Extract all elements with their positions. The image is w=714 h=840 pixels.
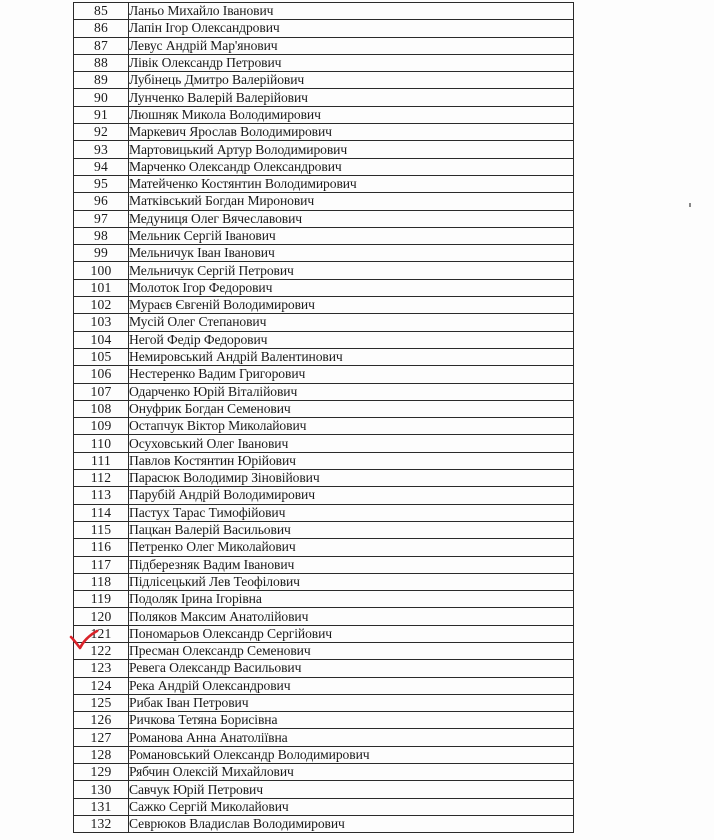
table-row [74, 712, 574, 729]
person-name: Підберезняк Вадим Іванович [129, 556, 574, 573]
row-number: 87 [74, 37, 129, 54]
table-row [74, 418, 574, 435]
row-number: 102 [74, 297, 129, 314]
table-row [74, 452, 574, 469]
table-row [74, 487, 574, 504]
table-row [74, 314, 574, 331]
row-number: 103 [74, 314, 129, 331]
person-name: Ричкова Тетяна Борисівна [129, 712, 574, 729]
table-row [74, 141, 574, 158]
table-row [74, 175, 574, 192]
person-name: Левус Андрій Мар'янович [129, 37, 574, 54]
row-number: 88 [74, 54, 129, 71]
table-row [74, 331, 574, 348]
row-number: 108 [74, 400, 129, 417]
row-number: 131 [74, 798, 129, 815]
table-row [74, 694, 574, 711]
person-name: Романовський Олександр Володимирович [129, 746, 574, 763]
row-number: 115 [74, 521, 129, 538]
row-number: 85 [74, 3, 129, 20]
table-row [74, 746, 574, 763]
row-number: 119 [74, 591, 129, 608]
row-number: 128 [74, 746, 129, 763]
table-row [74, 297, 574, 314]
table-row [74, 245, 574, 262]
row-number: 107 [74, 383, 129, 400]
person-name: Пресман Олександр Семенович [129, 642, 574, 659]
row-number: 105 [74, 348, 129, 365]
table-row [74, 521, 574, 538]
table-row [74, 504, 574, 521]
row-number: 117 [74, 556, 129, 573]
person-name: Ланьо Михайло Іванович [129, 3, 574, 20]
person-name: Парасюк Володимир Зіновійович [129, 470, 574, 487]
table-row [74, 262, 574, 279]
person-name: Матківський Богдан Миронович [129, 193, 574, 210]
person-name: Немировський Андрій Валентинович [129, 348, 574, 365]
row-number: 122 [74, 642, 129, 659]
row-number: 91 [74, 106, 129, 123]
person-name: Романова Анна Анатоліївна [129, 729, 574, 746]
table-row [74, 781, 574, 798]
person-name: Одарченко Юрій Віталійович [129, 383, 574, 400]
person-name: Рибак Іван Петрович [129, 694, 574, 711]
row-number: 112 [74, 470, 129, 487]
table-row [74, 37, 574, 54]
table-row [74, 400, 574, 417]
table-body [74, 3, 574, 833]
person-name: Лубінець Дмитро Валерійович [129, 72, 574, 89]
person-name: Лапін Ігор Олександрович [129, 20, 574, 37]
row-number: 129 [74, 764, 129, 781]
person-name: Остапчук Віктор Миколайович [129, 418, 574, 435]
person-name: Мельничук Іван Іванович [129, 245, 574, 262]
person-name: Поляков Максим Анатолійович [129, 608, 574, 625]
person-name: Мусій Олег Степанович [129, 314, 574, 331]
row-number: 110 [74, 435, 129, 452]
row-number: 116 [74, 539, 129, 556]
person-name: Марченко Олександр Олександрович [129, 158, 574, 175]
person-name: Онуфрик Богдан Семенович [129, 400, 574, 417]
person-name: Лівік Олександр Петрович [129, 54, 574, 71]
table-row [74, 124, 574, 141]
table-row [74, 3, 574, 20]
row-number: 90 [74, 89, 129, 106]
table-row [74, 366, 574, 383]
row-number: 99 [74, 245, 129, 262]
person-name: Лунченко Валерій Валерійович [129, 89, 574, 106]
table-row [74, 573, 574, 590]
person-name: Люшняк Микола Володимирович [129, 106, 574, 123]
row-number: 111 [74, 452, 129, 469]
row-number: 98 [74, 227, 129, 244]
person-name: Мартовицький Артур Володимирович [129, 141, 574, 158]
table-row [74, 556, 574, 573]
table-row [74, 798, 574, 815]
row-number: 120 [74, 608, 129, 625]
person-name: Павлов Костянтин Юрійович [129, 452, 574, 469]
person-name: Мельник Сергій Іванович [129, 227, 574, 244]
table-row [74, 72, 574, 89]
table-row [74, 642, 574, 659]
table-row [74, 210, 574, 227]
person-name: Молоток Ігор Федорович [129, 279, 574, 296]
person-name: Ревега Олександр Васильович [129, 660, 574, 677]
person-name: Підлісецький Лев Теофілович [129, 573, 574, 590]
row-number: 96 [74, 193, 129, 210]
person-name: Матейченко Костянтин Володимирович [129, 175, 574, 192]
table-row [74, 591, 574, 608]
table-row [74, 193, 574, 210]
person-name: Река Андрій Олександрович [129, 677, 574, 694]
person-name: Мураєв Євгеній Володимирович [129, 297, 574, 314]
scan-speck [689, 203, 691, 207]
row-number: 93 [74, 141, 129, 158]
table-row [74, 608, 574, 625]
row-number: 130 [74, 781, 129, 798]
row-number: 106 [74, 366, 129, 383]
person-name: Осуховський Олег Іванович [129, 435, 574, 452]
person-name: Пацкан Валерій Васильович [129, 521, 574, 538]
person-name: Сажко Сергій Миколайович [129, 798, 574, 815]
person-name: Рябчин Олексій Михайлович [129, 764, 574, 781]
row-number: 124 [74, 677, 129, 694]
person-name: Мельничук Сергій Петрович [129, 262, 574, 279]
person-name: Маркевич Ярослав Володимирович [129, 124, 574, 141]
person-name: Севрюков Владислав Володимирович [129, 815, 574, 832]
table-row [74, 729, 574, 746]
table-row [74, 539, 574, 556]
table-row [74, 660, 574, 677]
table-row [74, 279, 574, 296]
row-number: 125 [74, 694, 129, 711]
table-row [74, 158, 574, 175]
table-row [74, 89, 574, 106]
row-number: 92 [74, 124, 129, 141]
row-number: 118 [74, 573, 129, 590]
table-row [74, 677, 574, 694]
row-number: 109 [74, 418, 129, 435]
row-number: 114 [74, 504, 129, 521]
row-number: 104 [74, 331, 129, 348]
row-number: 101 [74, 279, 129, 296]
row-number: 121 [74, 625, 129, 642]
table-row [74, 20, 574, 37]
person-name: Нестеренко Вадим Григорович [129, 366, 574, 383]
row-number: 123 [74, 660, 129, 677]
person-name: Пономарьов Олександр Сергійович [129, 625, 574, 642]
row-number: 94 [74, 158, 129, 175]
person-name: Савчук Юрій Петрович [129, 781, 574, 798]
person-name: Подоляк Ірина Ігорівна [129, 591, 574, 608]
row-number: 86 [74, 20, 129, 37]
person-name: Парубій Андрій Володимирович [129, 487, 574, 504]
row-number: 97 [74, 210, 129, 227]
table-row [74, 764, 574, 781]
table-row [74, 470, 574, 487]
row-number: 132 [74, 815, 129, 832]
person-name: Медуниця Олег Вячеславович [129, 210, 574, 227]
table-row [74, 625, 574, 642]
table-row [74, 54, 574, 71]
person-name: Негой Федір Федорович [129, 331, 574, 348]
row-number: 126 [74, 712, 129, 729]
row-number: 95 [74, 175, 129, 192]
person-name: Петренко Олег Миколайович [129, 539, 574, 556]
table-row [74, 106, 574, 123]
deputies-list-table [73, 2, 574, 833]
table-row [74, 227, 574, 244]
table-row [74, 348, 574, 365]
table-row [74, 383, 574, 400]
table-row [74, 815, 574, 832]
row-number: 127 [74, 729, 129, 746]
person-name: Пастух Тарас Тимофійович [129, 504, 574, 521]
row-number: 89 [74, 72, 129, 89]
table-row [74, 435, 574, 452]
row-number: 113 [74, 487, 129, 504]
row-number: 100 [74, 262, 129, 279]
